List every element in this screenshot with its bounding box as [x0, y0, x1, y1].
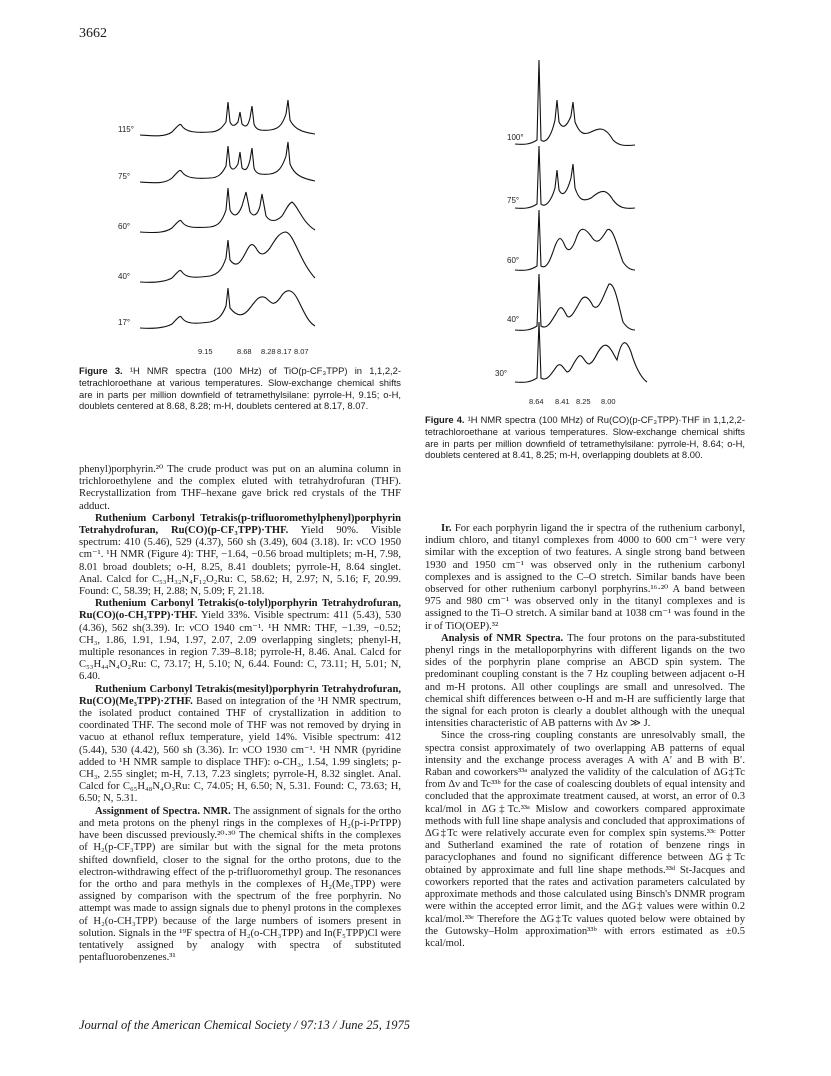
- figure-4-spectra: [495, 60, 695, 410]
- compound-heading: Ruthenium Carbonyl Tetrakis(o-tolyl)porphyrin Tetrahydrofuran, Ru(CO)(o-CH₃TPP)·THF.: [79, 598, 401, 622]
- figure-3: [110, 82, 350, 362]
- spectrum-trace: [515, 274, 635, 330]
- paragraph: phenyl)porphyrin.²⁰ The crude product was put on an alumina column in trichloroethylene and the complex eluted with tetrahydrofuran (THF). Recrystallization from THF–hexane gave brick red crystals of the THF adduct.: [79, 464, 401, 512]
- page-number: 3662: [79, 26, 107, 41]
- paragraph: Ruthenium Carbonyl Tetrakis(p-trifluoromethylphenyl)porphyrin Tetrahydrofuran, Ru(CO)(p-CF₃TPP)·THF. Yield 90%. Visible spectrum: 410 (5.46), 529 (4.37), 560 sh (3.49), 604 (3.18). Ir: νCO 1950 cm⁻¹. ¹H NMR (Figure 4): THF, −1.64, −0.56 broad multiplets; m-H, 7.98, 8.01 broad doublets; o-H, 8.25, 8.41 doublets; pyrrole-H, 8.64 singlet. Anal. Calcd for C₅₃H₃₂N₄F₁₂O₂Ru: C, 58.62; H, 2.97; N, 5.16; F, 20.99. Found: C, 58.39; H, 2.88; N, 5.09; F, 21.18.: [79, 512, 401, 598]
- spectrum-trace: [140, 288, 315, 328]
- ppm-label: 8.07: [294, 347, 309, 356]
- ppm-label: 9.15: [198, 347, 213, 356]
- temperature-label: 100°: [507, 133, 524, 142]
- figure-3-spectra: [110, 82, 350, 362]
- section-heading: Assignment of Spectra. NMR.: [95, 805, 231, 817]
- compound-heading: Ruthenium Carbonyl Tetrakis(mesityl)porphyrin Tetrahydrofuran, Ru(CO)(Me₃TPP)·2THF.: [79, 683, 401, 707]
- section-heading: Analysis of NMR Spectra.: [441, 632, 564, 644]
- temperature-label: 115°: [118, 125, 134, 134]
- paragraph: Ir. For each porphyrin ligand the ir spectra of the ruthenium carbonyl, indium chloro, and titanyl complexes from 4000 to 600 cm⁻¹ were very similar with the exception of two features. A single strong band between 1930 and 1950 cm⁻¹ was observed only in the ruthenium carbonyl complexes and is assigned to the C–O stretch. Similar bands have been observed for other ruthenium carbonyl porphyrins.¹⁶·²⁰ A band between 975 and 980 cm⁻¹ was observed only in the titanyl complexes and is assigned to the Ti–O stretch. A similar band at 1038 cm⁻¹ was found in the ir of TiO(OEP).³²: [425, 523, 745, 632]
- temperature-label: 40°: [118, 272, 131, 281]
- spectrum-trace: [140, 142, 315, 183]
- paragraph: Ruthenium Carbonyl Tetrakis(o-tolyl)porphyrin Tetrahydrofuran, Ru(CO)(o-CH₃TPP)·THF. Yield 33%. Visible spectrum: 411 (5.43), 530 (4.36), 562 sh(3.39). Ir: νCO 1940 cm⁻¹. ¹H NMR: THF, −1.39, −0.52; CH₃, 1.86, 1.91, 1.94, 1.97, 2.07, 2.09 overlapping singlets; phenyl-H, multiple resonances in region 7.39–8.18; pyrrole-H, 8.46. Anal. Calcd for C₅₃H₄₄N₄O₂Ru: C, 73.17; H, 5.10; N, 6.44. Found: C, 73.11; H, 5.01; N, 6.40.: [79, 598, 401, 683]
- compound-heading: Ruthenium Carbonyl Tetrakis(p-trifluoromethylphenyl)porphyrin Tetrahydrofuran, Ru(CO)(p-CF₃TPP)·THF.: [79, 512, 401, 537]
- paragraph: Analysis of NMR Spectra. The four protons on the para-substituted phenyl rings in the metalloporphyrins with different ligands on the two sides of the porphyrin plane comprise an ABCD spin system. The predominant coupling constant is the 7 Hz coupling between adjacent o-H and m-H protons. All other couplings are small and unresolved. The chemical shift differences between o-H and m-H are sufficiently large that the signal for each proton is clearly a doublet although with the unequal intensities characteristic of AB patterns with Δν ≫ J.: [425, 632, 745, 730]
- ppm-label: 8.17: [277, 347, 292, 356]
- temperature-label: 75°: [507, 196, 520, 205]
- temperature-label: 17°: [118, 318, 131, 327]
- spectrum-trace: [515, 210, 635, 270]
- caption-text: ¹H NMR spectra (100 MHz) of TiO(p-CF₃TPP) in 1,1,2,2-tetrachloroethane at various temperatures. Slow-exchange chemical shifts are in parts per million downfield of tetramethylsilane: pyrrole-H, 9.15; o-H, doublets centered at 8.68, 8.28; m-H, doublets centered at 8.17, 8.07.: [79, 365, 401, 412]
- caption-label: Figure 4.: [425, 414, 465, 425]
- caption-text: ¹H NMR spectra (100 MHz) of Ru(CO)(p-CF₃TPP)·THF in 1,1,2,2-tetrachloroethane at various temperatures. Slow-exchange chemical shifts are in parts per million downfield of tetramethylsilane: pyrrole-H, 8.64; o-H, doublets centered at 8.41, 8.25; m-H, overlapping doublets at 8.00.: [425, 414, 745, 461]
- spectrum-trace: [140, 100, 315, 136]
- paragraph: Since the cross-ring coupling constants are unresolvably small, the spectra consist approximately of two overlapping AB patterns of equal intensity and the exchange process averages A with A′ and B with B′. Raban and coworkers³³ᵃ analyzed the validity of the calculation of ΔG‡Tc from Δν and Tc³³ᵇ for the case of coalescing doublets of equal intensity and concluded that the approximate treatment caused, at worst, an error of 0.3 kcal/mol in ΔG‡Tc.³³ᵃ Mislow and coworkers compared approximate methods with full line shape analysis and concluded that approximations of ΔG‡Tc were relatively accurate even for complex spin systems.³³ᶜ Potter and Sutherland examined the rate of rotation of benzene rings in paracyclophanes and found no significant difference between ΔG‡Tc obtained by approximate and full line shape methods.³³ᵈ St-Jacques and coworkers reported that the rates and activation parameters calculated by approximate methods and those calculated using Binsch's DNMR program were within the accepted error limit, and the ΔG‡ values were within 0.2 kcal/mol.³³ᵉ Therefore the ΔG‡Tc values quoted below were obtained by the Gutowsky–Holm approximation³³ᵇ with errors estimated as ±0.5 kcal/mol.: [425, 730, 745, 949]
- figure-4-caption: [425, 414, 745, 461]
- temperature-label: 30°: [495, 369, 508, 378]
- ppm-label: 8.64: [529, 397, 544, 406]
- temperature-label: 75°: [118, 172, 131, 181]
- right-column: [425, 523, 745, 950]
- ppm-label: 8.41: [555, 397, 570, 406]
- journal-footer: Journal of the American Chemical Society / 97:13 / June 25, 1975: [79, 1018, 410, 1032]
- temperature-label: 60°: [507, 256, 520, 265]
- section-heading: Ir.: [441, 523, 452, 534]
- caption-label: Figure 3.: [79, 365, 123, 376]
- spectrum-trace: [515, 146, 635, 208]
- paragraph: Ruthenium Carbonyl Tetrakis(mesityl)porphyrin Tetrahydrofuran, Ru(CO)(Me₃TPP)·2THF. Based on integration of the ¹H NMR spectrum, the isolated product contained THF of crystallization in addition to coordinated THF. The second mole of THF was not removed by drying in vacuo at ethanol reflux temperature, yield 14%. Visible spectrum: 412 (5.44), 530 (4.42), 560 sh (3.36). Ir: νCO 1930 cm⁻¹. ¹H NMR (pyridine added to ¹H NMR sample to displace THF): o-CH₃, 1.54, 1.99 singlets; p-CH₃, 2.55 singlet; m-H, 7.13, 7.23 singlets; pyrrole-H, 8.32 singlet. Anal. Calcd for C₆₅H₄₈N₄O₃Ru: C, 74.05; H, 6.50; N, 5.31. Found: C, 73.63; H, 6.50; N, 5.31.: [79, 683, 401, 805]
- ppm-label: 8.68: [237, 347, 252, 356]
- temperature-label: 60°: [118, 222, 131, 231]
- figure-4: [495, 60, 695, 410]
- left-column: [79, 464, 401, 964]
- spectrum-trace: [140, 188, 315, 233]
- paragraph: Assignment of Spectra. NMR. The assignment of signals for the ortho and meta protons on the phenyl rings in the complexes of H₂(p-i-PrTPP) have been discussed previously.²⁰·³⁰ The chemical shifts in the complexes of H₂(p-CF₃TPP) are similar but with the signal for the meta protons shifted downfield, closer to the signal for the ortho protons, due to the electron-withdrawing effect of the p-trifluoromethyl group. The resonances for the ortho and para methyls in the complexes of H₂(Me₃TPP) were assigned by comparison with the spectrum of the free porphyrin. No attempt was made to assign signals due to phenyl protons in the complexes of H₂(o-CH₃TPP) because of the large numbers of isomers present in solution. Signals in the ¹⁹F spectra of H₂(o-CH₃TPP) and In(F₅TPP)Cl were tentatively assigned by analogy with spectra of substituted pentafluorobenzenes.³¹: [79, 805, 401, 964]
- spectrum-trace: [515, 322, 647, 382]
- spectrum-trace: [140, 232, 315, 282]
- ppm-label: 8.00: [601, 397, 616, 406]
- ppm-label: 8.25: [576, 397, 591, 406]
- figure-3-caption: [79, 365, 401, 412]
- spectrum-trace: [515, 60, 635, 145]
- ppm-label: 8.28: [261, 347, 276, 356]
- temperature-label: 40°: [507, 315, 520, 324]
